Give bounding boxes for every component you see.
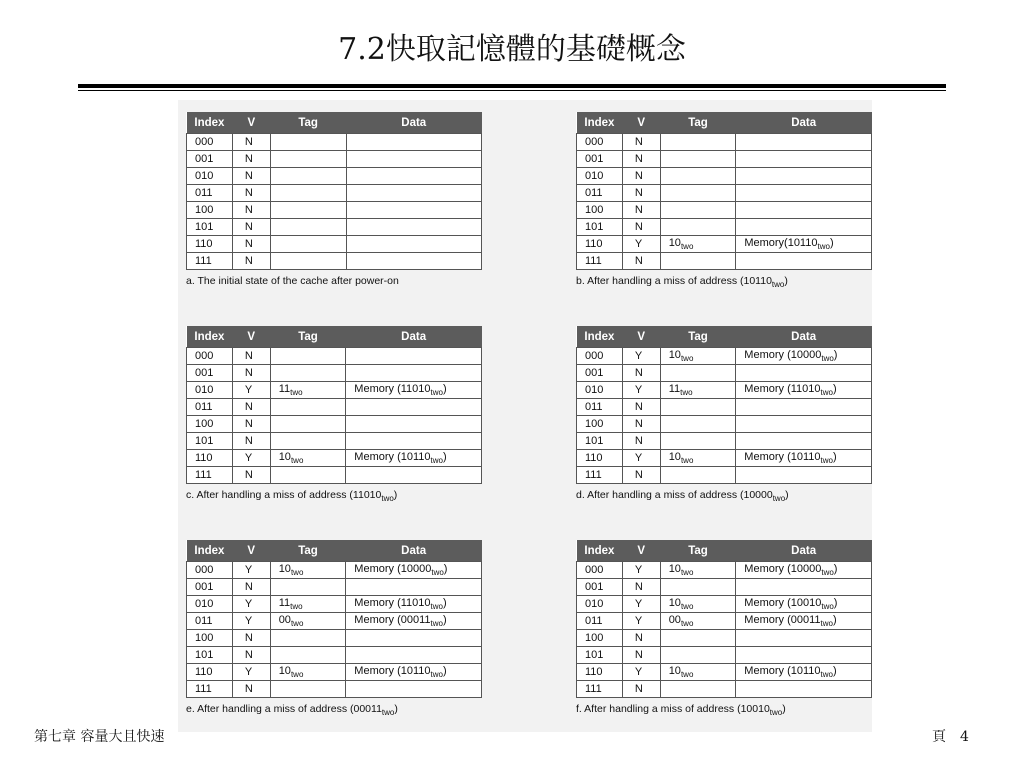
table-row — [187, 596, 482, 613]
table-row — [187, 562, 482, 579]
cache-figure — [178, 100, 872, 732]
column-header-index: Index — [577, 112, 623, 134]
cell-tag: $10_{two}$ — [270, 450, 346, 467]
cell-tag — [270, 579, 346, 596]
table-row — [577, 630, 872, 647]
cell-data — [736, 433, 872, 450]
table-row — [187, 416, 482, 433]
cell-v: N — [232, 433, 270, 450]
cell-data: Memory $(10110_{two})$ — [346, 664, 482, 681]
cell-data: $Memory(10110_{two})$ — [736, 236, 872, 253]
cell-data — [346, 630, 482, 647]
cell-v: Y — [622, 348, 660, 365]
cache-table — [576, 112, 872, 270]
panel-caption: b. After handling a miss of address $(10110_{two})$ — [576, 275, 788, 290]
table-row — [577, 562, 872, 579]
cell-tag — [660, 365, 736, 382]
cell-tag: $10_{two}$ — [660, 596, 736, 613]
cell-tag — [270, 151, 346, 168]
column-header-data: Data — [346, 540, 482, 562]
cell-data — [736, 168, 872, 185]
cell-v: N — [232, 681, 270, 698]
cell-tag — [270, 236, 346, 253]
table-row — [187, 647, 482, 664]
cache-panel-b — [576, 112, 872, 289]
cell-tag — [660, 579, 736, 596]
title-divider — [78, 84, 946, 88]
table-row — [577, 365, 872, 382]
table-row — [187, 134, 482, 151]
cell-v: N — [232, 647, 270, 664]
panel-caption: e. After handling a miss of address $(00011_{two})$ — [186, 703, 398, 718]
panel-caption: d. After handling a miss of address $(10000_{two})$ — [576, 489, 789, 504]
cell-v: Y — [622, 450, 660, 467]
table-row — [187, 681, 482, 698]
cell-data — [736, 681, 872, 698]
table-row — [577, 202, 872, 219]
cell-tag: $11_{two}$ — [270, 382, 346, 399]
table-row — [577, 467, 872, 484]
cell-v: N — [232, 416, 270, 433]
cell-index: 010 — [187, 596, 233, 613]
column-header-tag: Tag — [660, 112, 736, 134]
cell-data — [346, 202, 481, 219]
cell-v: N — [622, 579, 660, 596]
cell-v: N — [622, 253, 660, 270]
cell-v: N — [232, 630, 270, 647]
cell-index: 110 — [187, 664, 233, 681]
cell-v: N — [622, 219, 660, 236]
cell-v: N — [232, 219, 270, 236]
chapter-footer: 第七章 容量大且快速 — [34, 729, 165, 745]
cell-index: 101 — [187, 433, 233, 450]
table-row — [577, 613, 872, 630]
cell-index: 010 — [187, 382, 233, 399]
cache-panel-f — [576, 540, 872, 717]
cell-v: Y — [622, 664, 660, 681]
table-row — [577, 348, 872, 365]
table-row — [577, 664, 872, 681]
cell-v: N — [232, 253, 270, 270]
cell-index: 111 — [187, 253, 233, 270]
panel-caption: c. After handling a miss of address $(11010_{two})$ — [186, 489, 398, 504]
cell-index: 010 — [577, 596, 623, 613]
cell-data: Memory $(10000_{two})$ — [736, 562, 872, 579]
cell-data — [736, 399, 872, 416]
cell-data: Memory $(10110_{two})$ — [736, 450, 872, 467]
table-row — [187, 613, 482, 630]
cell-data — [736, 467, 872, 484]
slide-title: 7.2快取記憶體的基礎概念 — [338, 32, 686, 67]
cell-tag — [660, 399, 736, 416]
cell-tag: $11_{two}$ — [270, 596, 346, 613]
cell-v: N — [232, 348, 270, 365]
cell-data — [346, 433, 482, 450]
cell-index: 001 — [187, 365, 233, 382]
cell-index: 110 — [577, 450, 623, 467]
cell-index: 100 — [187, 202, 233, 219]
cell-index: 101 — [577, 219, 623, 236]
cell-tag — [660, 168, 736, 185]
cell-index: 111 — [577, 467, 623, 484]
cell-data — [346, 168, 481, 185]
cell-index: 111 — [577, 253, 623, 270]
cell-data — [346, 365, 482, 382]
cache-table — [186, 326, 482, 484]
cell-data — [736, 185, 872, 202]
cell-tag: $10_{two}$ — [660, 236, 736, 253]
cell-tag: $10_{two}$ — [660, 348, 736, 365]
page-number-value: 4 — [960, 729, 969, 745]
cell-tag — [270, 219, 346, 236]
cell-index: 101 — [187, 647, 233, 664]
table-row — [187, 253, 482, 270]
cell-data — [346, 151, 481, 168]
column-header-v: V — [622, 540, 660, 562]
cell-v: N — [232, 202, 270, 219]
cell-v: Y — [622, 613, 660, 630]
cell-index: 000 — [577, 134, 623, 151]
table-row — [187, 365, 482, 382]
cell-tag — [270, 168, 346, 185]
cache-table — [186, 540, 482, 698]
table-row — [187, 579, 482, 596]
cell-data — [346, 681, 482, 698]
cell-index: 011 — [577, 399, 623, 416]
cell-v: N — [622, 134, 660, 151]
cell-index: 100 — [577, 416, 623, 433]
cell-v: N — [622, 647, 660, 664]
table-row — [577, 416, 872, 433]
cell-data — [736, 219, 872, 236]
column-header-data: Data — [346, 112, 481, 134]
title-divider-thin — [78, 90, 946, 91]
table-row — [577, 168, 872, 185]
column-header-index: Index — [187, 540, 233, 562]
table-row — [577, 382, 872, 399]
cell-v: Y — [232, 450, 270, 467]
cell-index: 000 — [187, 562, 233, 579]
cell-data — [346, 134, 481, 151]
column-header-v: V — [622, 112, 660, 134]
cell-index: 011 — [187, 613, 233, 630]
cell-data — [346, 253, 481, 270]
table-row — [187, 664, 482, 681]
cell-index: 110 — [187, 450, 233, 467]
table-row — [187, 236, 482, 253]
cell-data: Memory $(10110_{two})$ — [736, 664, 872, 681]
cell-index: 110 — [577, 236, 623, 253]
cell-data — [736, 365, 872, 382]
cell-tag — [270, 134, 346, 151]
cell-index: 100 — [187, 630, 233, 647]
cell-tag — [660, 433, 736, 450]
table-row — [187, 630, 482, 647]
cell-v: N — [232, 168, 270, 185]
cell-data: Memory $(10000_{two})$ — [346, 562, 482, 579]
cell-v: Y — [622, 562, 660, 579]
cell-data: Memory $(11010_{two})$ — [736, 382, 872, 399]
table-row — [187, 168, 482, 185]
cell-tag — [270, 467, 346, 484]
cell-index: 000 — [187, 348, 233, 365]
cell-v: N — [622, 467, 660, 484]
cell-tag — [660, 253, 736, 270]
table-row — [577, 151, 872, 168]
cell-tag: $10_{two}$ — [270, 562, 346, 579]
table-row — [577, 253, 872, 270]
cell-index: 000 — [577, 348, 623, 365]
column-header-tag: Tag — [270, 112, 346, 134]
cell-tag — [270, 630, 346, 647]
cell-tag — [660, 647, 736, 664]
cell-index: 111 — [577, 681, 623, 698]
cell-tag: $00_{two}$ — [660, 613, 736, 630]
cache-table — [576, 326, 872, 484]
cell-v: N — [622, 630, 660, 647]
cell-tag: $10_{two}$ — [660, 664, 736, 681]
cell-data: Memory $(10010_{two})$ — [736, 596, 872, 613]
table-row — [577, 219, 872, 236]
cell-data: Memory $(10000_{two})$ — [736, 348, 872, 365]
column-header-data: Data — [736, 326, 872, 348]
cell-data — [346, 416, 482, 433]
cell-v: N — [622, 185, 660, 202]
table-row — [187, 185, 482, 202]
column-header-tag: Tag — [270, 326, 346, 348]
cell-v: N — [232, 151, 270, 168]
cell-data — [736, 202, 872, 219]
table-row — [577, 134, 872, 151]
cell-index: 001 — [187, 579, 233, 596]
cell-index: 000 — [577, 562, 623, 579]
cell-data — [346, 348, 482, 365]
cell-tag — [270, 365, 346, 382]
cell-index: 110 — [577, 664, 623, 681]
page-label: 頁 — [932, 729, 946, 745]
column-header-tag: Tag — [270, 540, 346, 562]
table-row — [187, 348, 482, 365]
cell-data — [736, 579, 872, 596]
cell-tag — [660, 151, 736, 168]
cell-tag — [270, 681, 346, 698]
column-header-data: Data — [346, 326, 482, 348]
cell-index: 001 — [187, 151, 233, 168]
cell-data: Memory $(10110_{two})$ — [346, 450, 482, 467]
cell-data — [346, 579, 482, 596]
cell-v: N — [622, 151, 660, 168]
cell-v: Y — [232, 664, 270, 681]
column-header-index: Index — [577, 326, 623, 348]
cell-index: 100 — [577, 630, 623, 647]
column-header-data: Data — [736, 540, 872, 562]
cell-v: Y — [232, 613, 270, 630]
cell-v: Y — [232, 382, 270, 399]
table-row — [577, 579, 872, 596]
table-row — [577, 681, 872, 698]
table-row — [187, 450, 482, 467]
column-header-index: Index — [187, 326, 233, 348]
cell-index: 111 — [187, 681, 233, 698]
column-header-v: V — [232, 112, 270, 134]
table-row — [187, 467, 482, 484]
cell-tag — [270, 253, 346, 270]
column-header-v: V — [622, 326, 660, 348]
cell-index: 010 — [577, 168, 623, 185]
cell-data: Memory $(00011_{two})$ — [736, 613, 872, 630]
table-row — [187, 151, 482, 168]
cell-data: Memory $(11010_{two})$ — [346, 382, 482, 399]
cell-index: 010 — [187, 168, 233, 185]
cell-tag — [660, 681, 736, 698]
cell-tag — [270, 416, 346, 433]
cell-tag — [660, 630, 736, 647]
cell-v: N — [622, 433, 660, 450]
cell-data — [736, 253, 872, 270]
cell-data — [736, 416, 872, 433]
cell-index: 000 — [187, 134, 233, 151]
cache-table — [186, 112, 482, 270]
cell-v: N — [622, 399, 660, 416]
table-row — [577, 596, 872, 613]
page-number — [932, 726, 969, 746]
cache-panel-c — [186, 326, 482, 503]
column-header-tag: Tag — [660, 540, 736, 562]
cell-index: 011 — [187, 399, 233, 416]
cell-v: Y — [232, 562, 270, 579]
cell-tag — [660, 416, 736, 433]
cell-v: N — [232, 365, 270, 382]
cell-data — [346, 467, 482, 484]
table-row — [577, 185, 872, 202]
cell-data — [346, 399, 482, 416]
cell-tag — [660, 185, 736, 202]
column-header-v: V — [232, 540, 270, 562]
column-header-index: Index — [577, 540, 623, 562]
table-row — [577, 236, 872, 253]
cell-index: 101 — [187, 219, 233, 236]
table-row — [187, 219, 482, 236]
table-row — [187, 382, 482, 399]
cell-v: Y — [622, 236, 660, 253]
cell-data — [736, 151, 872, 168]
cache-panel-d — [576, 326, 872, 503]
cell-data — [736, 134, 872, 151]
cell-data — [736, 630, 872, 647]
table-row — [577, 433, 872, 450]
cache-table — [576, 540, 872, 698]
table-row — [577, 450, 872, 467]
table-row — [187, 433, 482, 450]
cell-v: N — [232, 399, 270, 416]
cell-index: 100 — [577, 202, 623, 219]
table-row — [577, 399, 872, 416]
cache-panel-e — [186, 540, 482, 717]
cell-tag: $00_{two}$ — [270, 613, 346, 630]
cell-index: 101 — [577, 647, 623, 664]
cell-tag — [660, 134, 736, 151]
cell-v: N — [232, 185, 270, 202]
cell-tag: $10_{two}$ — [660, 562, 736, 579]
cell-v: Y — [622, 382, 660, 399]
cell-v: N — [232, 134, 270, 151]
cell-tag — [270, 647, 346, 664]
cell-tag — [270, 348, 346, 365]
cell-index: 110 — [187, 236, 233, 253]
cell-index: 011 — [577, 185, 623, 202]
cell-v: Y — [622, 596, 660, 613]
cell-index: 101 — [577, 433, 623, 450]
cell-tag — [270, 202, 346, 219]
cell-tag: $11_{two}$ — [660, 382, 736, 399]
cell-tag — [660, 202, 736, 219]
cell-v: N — [232, 236, 270, 253]
cell-tag — [270, 433, 346, 450]
column-header-data: Data — [736, 112, 872, 134]
cell-index: 010 — [577, 382, 623, 399]
cell-index: 100 — [187, 416, 233, 433]
cell-index: 011 — [577, 613, 623, 630]
cell-index: 001 — [577, 365, 623, 382]
table-row — [577, 647, 872, 664]
cell-v: N — [232, 579, 270, 596]
cell-tag: $10_{two}$ — [270, 664, 346, 681]
column-header-index: Index — [187, 112, 233, 134]
cell-index: 001 — [577, 151, 623, 168]
table-row — [187, 202, 482, 219]
cell-v: N — [622, 202, 660, 219]
cell-data: Memory $(11010_{two})$ — [346, 596, 482, 613]
cell-tag — [270, 399, 346, 416]
cell-v: N — [622, 416, 660, 433]
cell-data — [736, 647, 872, 664]
cell-v: N — [622, 365, 660, 382]
cell-data — [346, 236, 481, 253]
cell-tag — [660, 467, 736, 484]
cell-data — [346, 185, 481, 202]
cell-data — [346, 647, 482, 664]
cell-v: N — [622, 681, 660, 698]
cell-data: Memory $(00011_{two})$ — [346, 613, 482, 630]
cell-index: 001 — [577, 579, 623, 596]
cell-data — [346, 219, 481, 236]
cell-tag: $10_{two}$ — [660, 450, 736, 467]
table-row — [187, 399, 482, 416]
cell-index: 011 — [187, 185, 233, 202]
cell-tag — [270, 185, 346, 202]
panel-caption: a. The initial state of the cache after power-on — [186, 275, 399, 287]
cache-panel-a — [186, 112, 482, 287]
panel-caption: f. After handling a miss of address $(10010_{two})$ — [576, 703, 786, 718]
column-header-tag: Tag — [660, 326, 736, 348]
cell-v: N — [232, 467, 270, 484]
cell-v: Y — [232, 596, 270, 613]
cell-v: N — [622, 168, 660, 185]
cell-index: 111 — [187, 467, 233, 484]
cell-tag — [660, 219, 736, 236]
column-header-v: V — [232, 326, 270, 348]
